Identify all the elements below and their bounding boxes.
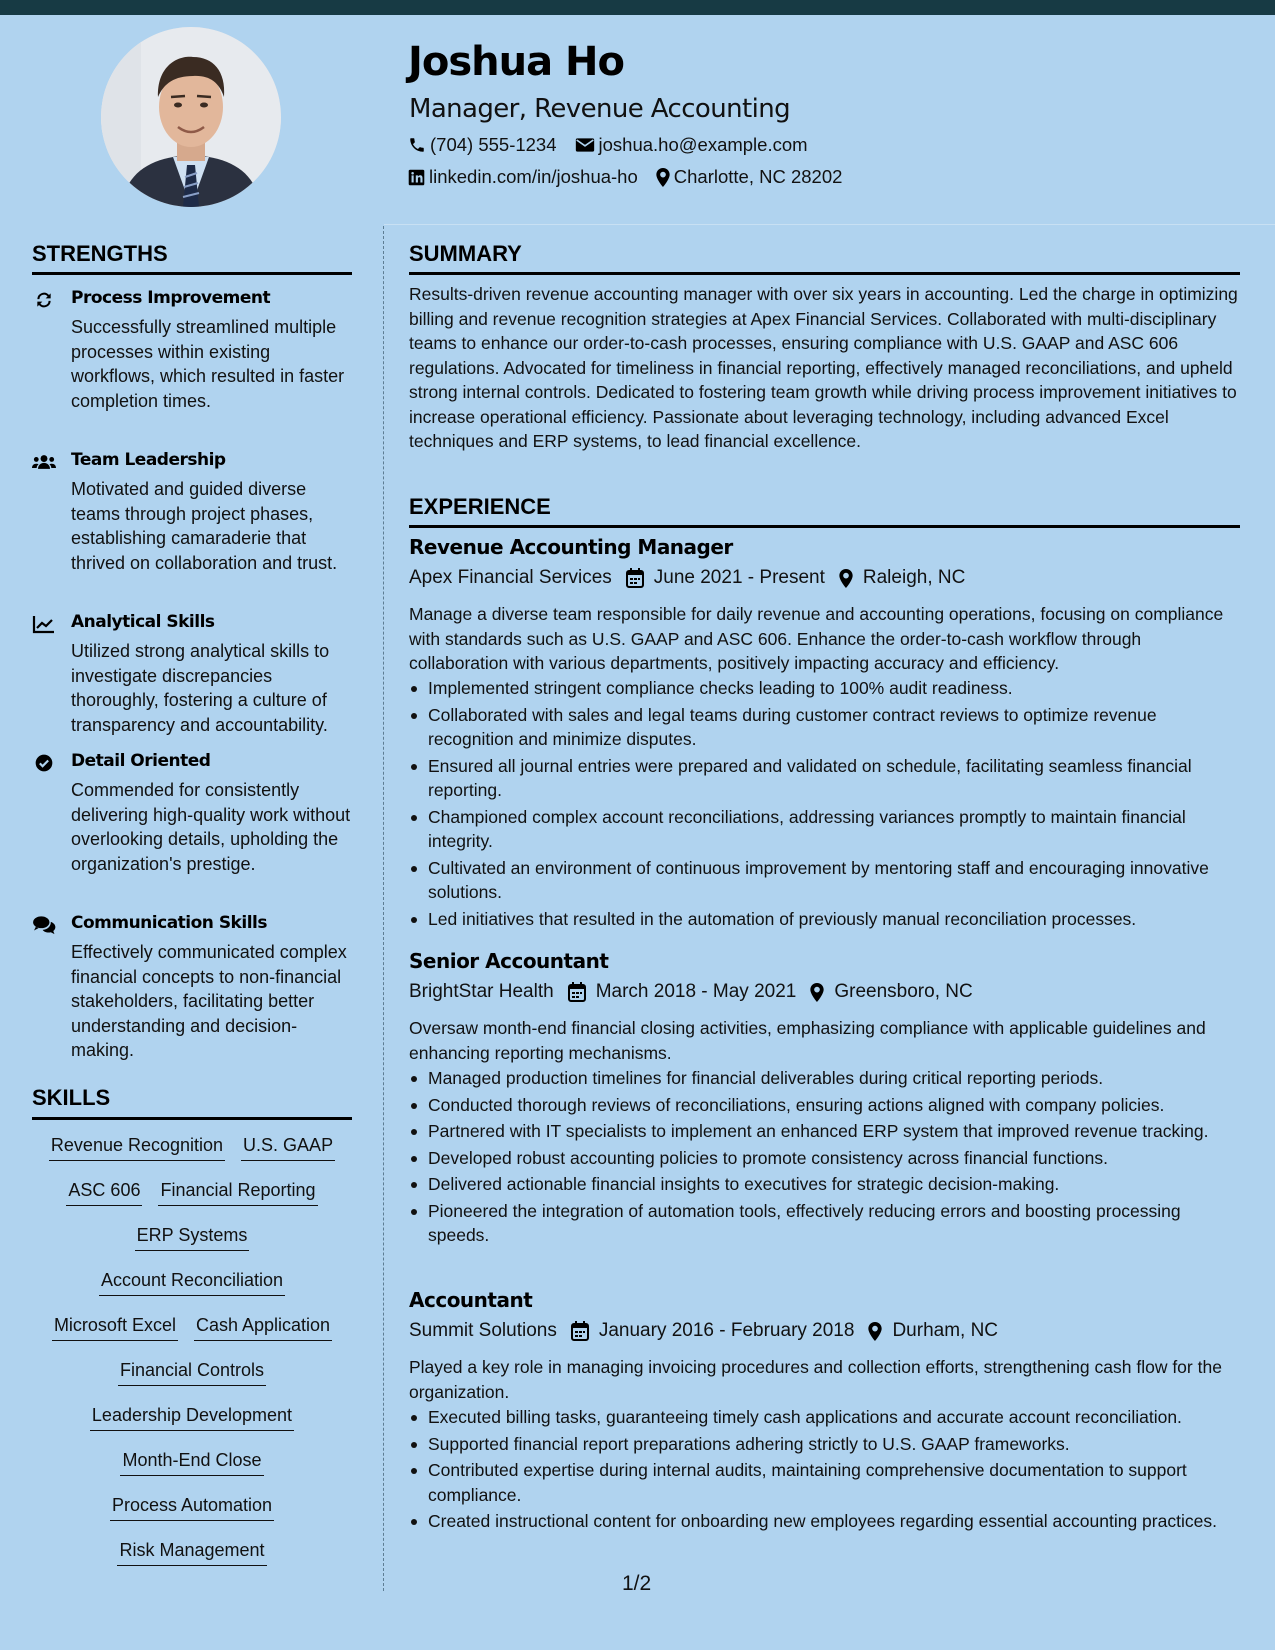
profile-photo (101, 27, 281, 207)
skill-tag: ERP Systems (135, 1224, 250, 1251)
chart-line-icon (32, 614, 56, 634)
job-description: Manage a diverse team responsible for daily revenue and accounting operations, focusing on compliance with standards such as U.S. GAAP and ASC 606. Enhance the order-to-cash workflow through collaboration with various departments, positively impacting accuracy and efficiency. (409, 604, 1224, 673)
candidate-name: Joshua Ho (408, 39, 624, 85)
skill-tag: Risk Management (117, 1539, 266, 1566)
job-meta (409, 567, 965, 589)
job-company: Summit Solutions (409, 1320, 557, 1341)
map-marker-icon (868, 1322, 882, 1341)
job-bullets (409, 1066, 1229, 1250)
calendar-icon (568, 982, 586, 1002)
contact-row-1 (408, 134, 826, 156)
job-title: Senior Accountant (409, 949, 609, 973)
skill-tag: Financial Reporting (158, 1179, 317, 1206)
location-item (656, 166, 843, 188)
job-meta (409, 1320, 998, 1342)
phone-icon (408, 136, 426, 154)
job-description: Played a key role in managing invoicing procedures and collection efforts, strengthening cash flow for the organization. (409, 1357, 1222, 1402)
strength-desc: Commended for consistently delivering high-quality work without overlooking details, upholding the organization's prestige. (71, 780, 351, 874)
linkedin-item[interactable] (408, 166, 638, 188)
bullet-item: Championed complex account reconciliations, addressing variances promptly to maintain financial integrity. (409, 805, 1229, 854)
skill-tag: Account Reconciliation (99, 1269, 285, 1296)
skill-tag: Leadership Development (90, 1404, 294, 1431)
top-bar (0, 0, 1275, 15)
job-dates: June 2021 - Present (653, 567, 825, 588)
skill-tag: Process Automation (110, 1494, 274, 1521)
map-marker-icon (839, 569, 853, 588)
email-text: joshua.ho@example.com (598, 134, 808, 155)
map-marker-icon (656, 168, 670, 187)
linkedin-icon (408, 169, 425, 186)
job-dates: March 2018 - May 2021 (595, 981, 797, 1002)
bullet-item: Executed billing tasks, guaranteeing timely cash applications and accurate account reconciliation. (409, 1405, 1229, 1430)
calendar-icon (626, 568, 644, 588)
email-item[interactable] (575, 134, 808, 156)
skill-tag: Revenue Recognition (49, 1134, 225, 1161)
strength-desc: Effectively communicated complex financial concepts to non-financial stakeholders, facilitating better understanding and decision-making. (71, 942, 347, 1060)
calendar-icon (571, 1321, 589, 1341)
job-title: Revenue Accounting Manager (409, 535, 733, 559)
bullet-item: Managed production timelines for financial deliverables during critical reporting periods. (409, 1066, 1229, 1091)
strength-title: Communication Skills (71, 913, 267, 933)
linkedin-text: linkedin.com/in/joshua-ho (429, 166, 638, 187)
summary-rule (409, 272, 1240, 275)
skills-list (32, 1134, 352, 1584)
bullet-item: Partnered with IT specialists to implement an enhanced ERP system that improved revenue tracking. (409, 1119, 1229, 1144)
job-meta (409, 981, 973, 1003)
envelope-icon (575, 137, 595, 153)
skill-tag: Month-End Close (120, 1449, 263, 1476)
job-location: Durham, NC (892, 1320, 999, 1341)
job-company: Apex Financial Services (409, 567, 612, 588)
summary-heading: SUMMARY (409, 241, 522, 266)
page-number: 1/2 (622, 1572, 652, 1595)
strength-title: Analytical Skills (71, 612, 215, 632)
bullet-item: Developed robust accounting policies to promote consistency across financial functions. (409, 1146, 1229, 1171)
strengths-rule (32, 272, 352, 275)
skills-rule (32, 1117, 352, 1120)
bullet-item: Pioneered the integration of automation tools, effectively reducing errors and boosting processing speeds. (409, 1199, 1229, 1248)
bullet-item: Led initiatives that resulted in the automation of previously manual reconciliation processes. (409, 907, 1229, 932)
job-description: Oversaw month-end financial closing activities, emphasizing compliance with applicable guidelines and enhancing reporting mechanisms. (409, 1018, 1206, 1063)
column-divider (383, 226, 384, 1591)
strength-title: Team Leadership (71, 450, 226, 470)
bullet-item: Delivered actionable financial insights to executives for strategic decision-making. (409, 1172, 1229, 1197)
strength-desc: Successfully streamlined multiple processes within existing workflows, which resulted in faster completion times. (71, 317, 345, 411)
job-title: Accountant (409, 1288, 533, 1312)
bullet-item: Supported financial report preparations adhering strictly to U.S. GAAP frameworks. (409, 1432, 1229, 1457)
bullet-item: Created instructional content for onboarding new employees regarding essential accounting practices. (409, 1509, 1229, 1534)
location-text: Charlotte, NC 28202 (673, 166, 843, 187)
strength-desc: Utilized strong analytical skills to investigate discrepancies thoroughly, fostering a culture of transparency and accountability. (71, 641, 330, 735)
bullet-item: Contributed expertise during internal audits, maintaining comprehensive documentation to support compliance. (409, 1458, 1229, 1507)
skill-tag: ASC 606 (66, 1179, 142, 1206)
strengths-heading: STRENGTHS (32, 241, 168, 266)
check-circle-icon (32, 753, 56, 773)
job-location: Greensboro, NC (834, 981, 973, 1002)
map-marker-icon (810, 983, 824, 1002)
skill-tag: Cash Application (194, 1314, 332, 1341)
strength-title: Detail Oriented (71, 751, 211, 771)
refresh-icon (32, 290, 56, 310)
skills-heading: SKILLS (32, 1085, 111, 1110)
bullet-item: Ensured all journal entries were prepared and validated on schedule, facilitating seamless financial reporting. (409, 754, 1229, 803)
summary-text: Results-driven revenue accounting manager with over six years in accounting. Led the charge in optimizing billing and revenue recognition strategies at Apex Financial Services. Collaborated with multi-disciplinary teams to enhance our order-to-cash processes, ensuring compliance with U.S. GAAP and ASC 606 regulations. Advocated for timeliness in financial reporting, effectively managed reconciliations, and upheld strong internal controls. Dedicated to fostering team growth while driving process improvement initiatives to increase operational efficiency. Passionate about leveraging technology, including advanced Excel techniques and ERP systems, to lead financial excellence. (409, 284, 1238, 451)
bullet-item: Cultivated an environment of continuous improvement by mentoring staff and encouraging innovative solutions. (409, 856, 1229, 905)
experience-heading: EXPERIENCE (409, 494, 551, 519)
skill-tag: Financial Controls (118, 1359, 266, 1386)
strength-desc: Motivated and guided diverse teams through project phases, establishing camaraderie that thrived on collaboration and trust. (71, 479, 338, 573)
bullet-item: Conducted thorough reviews of reconciliations, ensuring actions aligned with company policies. (409, 1093, 1229, 1118)
bullet-item: Collaborated with sales and legal teams during customer contract reviews to optimize revenue recognition and minimize disputes. (409, 703, 1229, 752)
users-icon (32, 452, 56, 472)
contact-row-2 (408, 166, 860, 188)
job-company: BrightStar Health (409, 981, 554, 1002)
strength-title: Process Improvement (71, 288, 271, 308)
job-bullets (409, 676, 1229, 933)
skill-tag: Microsoft Excel (52, 1314, 178, 1341)
skill-tag: U.S. GAAP (241, 1134, 335, 1161)
phone-item[interactable] (408, 134, 557, 156)
job-bullets (409, 1405, 1229, 1536)
comments-icon (32, 915, 56, 935)
candidate-title: Manager, Revenue Accounting (409, 94, 790, 124)
bullet-item: Implemented stringent compliance checks leading to 100% audit readiness. (409, 676, 1229, 701)
header-divider (384, 224, 1275, 225)
job-location: Raleigh, NC (862, 567, 966, 588)
job-dates: January 2016 - February 2018 (598, 1320, 855, 1341)
phone-text: (704) 555-1234 (430, 134, 557, 155)
experience-rule (409, 525, 1240, 528)
